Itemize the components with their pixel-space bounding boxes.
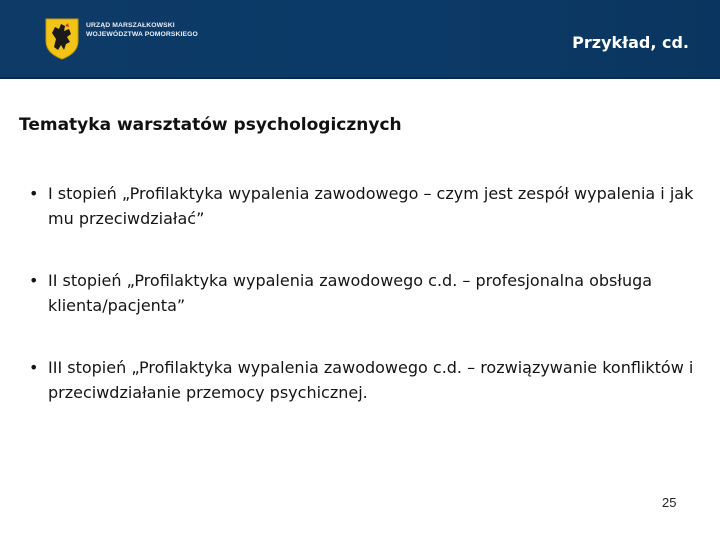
- slide-title: Przykład, cd.: [572, 33, 689, 52]
- institution-name: [86, 21, 198, 39]
- section-heading: Tematyka warsztatów psychologicznych: [19, 115, 402, 135]
- griffin-coat-of-arms-icon: [44, 17, 80, 60]
- bullet-marker: •: [29, 358, 39, 377]
- institution-name-line-2: WOJEWÓDZTWA POMORSKIEGO: [86, 31, 198, 38]
- bullet-item-1: [29, 181, 709, 231]
- bullet-marker: •: [29, 271, 39, 290]
- bullet-text: III stopień „Profilaktyka wypalenia zawodowego c.d. – rozwiązywanie konfliktów i przeciwdziałanie przemocy psychicznej.: [48, 358, 694, 402]
- header-divider: [0, 77, 720, 79]
- bullet-list: [29, 181, 709, 442]
- bullet-item-3: [29, 355, 709, 405]
- bullet-marker: •: [29, 184, 39, 203]
- header-bar: [0, 0, 720, 79]
- bullet-text: I stopień „Profilaktyka wypalenia zawodowego – czym jest zespół wypalenia i jak mu przeciwdziałać”: [48, 184, 694, 228]
- institution-name-line-1: URZĄD MARSZAŁKOWSKI: [86, 22, 175, 29]
- page-number: 25: [662, 495, 677, 510]
- bullet-item-2: [29, 268, 709, 318]
- bullet-text: II stopień „Profilaktyka wypalenia zawodowego c.d. – profesjonalna obsługa klienta/pacjenta”: [48, 271, 653, 315]
